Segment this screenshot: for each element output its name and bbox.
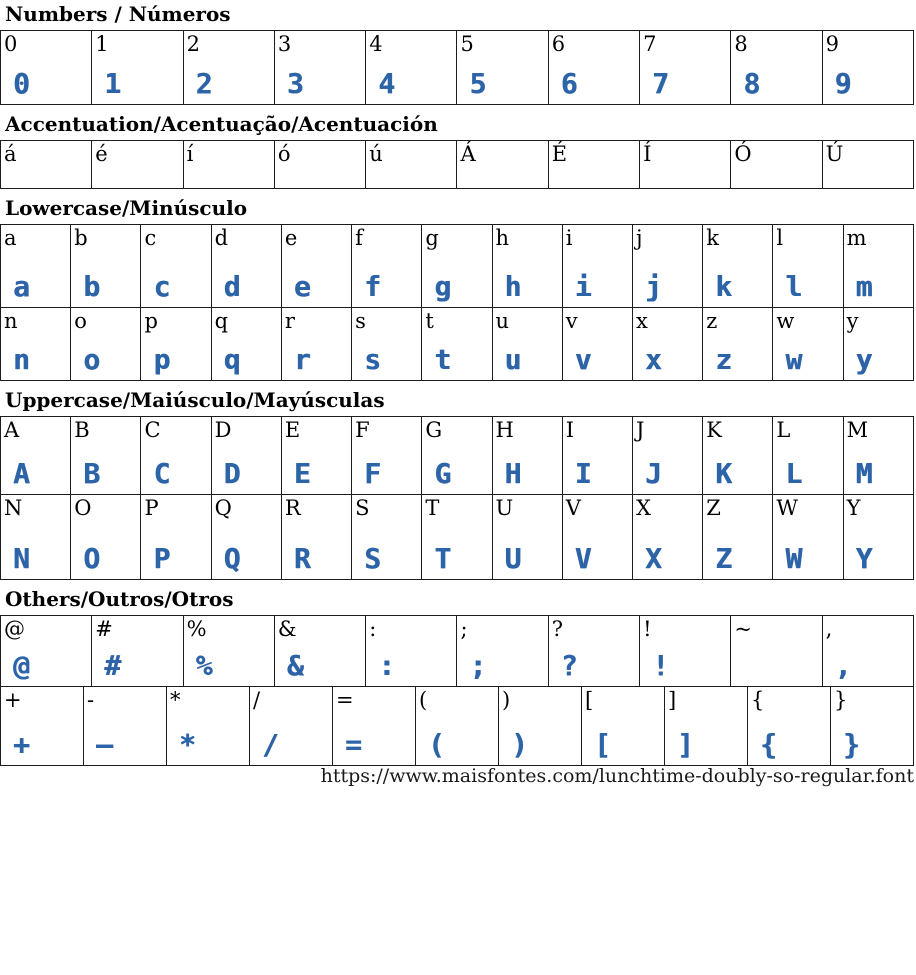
char-cell [1,495,71,580]
char-cell [665,687,748,766]
char-label: q [214,309,229,333]
char-cell [457,141,548,189]
char-cell [632,417,702,495]
char-cell [492,495,562,580]
char-glyph: H [504,457,523,490]
char-glyph: 2 [195,67,214,100]
char-cell [632,308,702,381]
char-cell [141,417,211,495]
char-label: 0 [4,32,18,56]
char-label: Z [706,496,721,520]
char-glyph: d [223,270,242,303]
char-label: w [776,309,795,333]
table-row [1,417,914,495]
char-cell [843,417,913,495]
char-glyph: ( [428,728,446,761]
char-glyph: ? [560,649,579,682]
char-glyph: a [13,270,31,303]
char-cell [831,687,914,766]
char-glyph: A [13,457,31,490]
char-glyph: M [855,457,874,490]
char-label: S [355,496,370,520]
char-glyph: k [715,270,734,303]
char-cell [822,141,913,189]
char-label: U [495,496,514,520]
lowercase-table-row-1 [0,307,914,381]
char-glyph: l [785,270,804,303]
char-cell [281,495,351,580]
char-label: h [495,226,510,250]
char-cell [422,225,492,308]
char-glyph: [ [594,728,612,761]
char-glyph: J [644,457,663,490]
char-glyph: , [834,649,853,682]
char-label: 9 [825,32,840,56]
char-label: é [95,142,108,166]
char-label: V [565,496,581,520]
char-cell [92,31,183,105]
char-glyph: 1 [104,67,123,100]
char-cell [422,417,492,495]
char-glyph: T [434,542,453,575]
char-glyph: S [364,542,382,575]
char-cell [632,495,702,580]
char-glyph: B [83,457,102,490]
char-label: + [4,688,22,712]
char-glyph: = [345,728,363,761]
char-label: & [277,617,297,641]
char-glyph: K [715,457,734,490]
char-label: e [284,226,298,250]
font-source-url: https://www.maisfontes.com/lunchtime-doubly-so-regular.font [320,765,914,787]
char-glyph: * [179,728,197,761]
char-glyph: ; [469,649,488,682]
specimen-sections [0,3,916,766]
char-cell [822,31,913,105]
table-row [1,308,914,381]
char-cell [640,616,731,687]
char-cell [84,687,167,766]
char-label: c [144,226,157,250]
char-label: 7 [643,32,657,56]
char-cell [141,225,211,308]
others-table-row-1 [0,686,914,766]
char-cell [632,225,702,308]
char-cell [352,495,422,580]
char-glyph: m [855,270,874,303]
char-cell [211,308,281,381]
accents-table-row-0 [0,140,914,189]
char-cell [211,495,281,580]
char-glyph: ) [511,728,529,761]
char-label: ú [369,142,383,166]
char-cell [141,308,211,381]
char-label: 3 [277,32,292,56]
char-cell [141,495,211,580]
char-glyph: e [293,270,312,303]
char-cell [211,225,281,308]
char-label: 5 [460,32,474,56]
char-cell [562,225,632,308]
char-label: Ó [734,142,752,166]
char-glyph: p [153,343,172,376]
char-cell [281,225,351,308]
uppercase-table-row-1 [0,494,914,580]
char-label: d [214,226,229,250]
char-glyph: & [286,649,305,682]
char-label: ó [277,142,291,166]
char-glyph: ] [677,728,695,761]
char-glyph: 7 [652,67,670,100]
char-cell [366,616,457,687]
char-cell [183,141,274,189]
char-glyph: Y [855,542,874,575]
char-glyph: L [785,457,804,490]
char-label: f [355,226,363,250]
char-cell [352,225,422,308]
char-cell [703,495,773,580]
char-glyph: G [434,457,453,490]
char-glyph: O [83,542,102,575]
char-label: * [170,688,181,712]
char-label: : [369,617,377,641]
char-cell [366,31,457,105]
char-cell [731,31,822,105]
char-label: % [186,617,207,641]
char-label: G [425,418,443,442]
char-glyph: ! [652,649,670,682]
char-glyph: g [434,270,453,303]
char-label: R [284,496,301,520]
char-cell [274,616,365,687]
char-glyph: s [364,343,382,376]
char-label: ! [643,617,652,641]
char-cell [416,687,499,766]
char-label: K [706,418,722,442]
char-cell [822,616,913,687]
char-label: u [495,309,510,333]
char-glyph: x [644,343,663,376]
char-glyph: 5 [469,67,488,100]
char-cell [499,687,582,766]
char-label: Á [460,142,476,166]
char-cell [457,31,548,105]
char-label: A [4,418,20,442]
table-row [1,141,914,189]
char-label: a [4,226,17,250]
char-cell [422,495,492,580]
char-cell [352,308,422,381]
char-cell [1,308,71,381]
char-label: 4 [369,32,383,56]
char-glyph: I [574,457,593,490]
char-glyph: C [153,457,172,490]
char-label: o [74,309,87,333]
char-label: X [635,496,651,520]
char-label: E [284,418,301,442]
char-cell [843,308,913,381]
char-cell [748,687,831,766]
char-cell [843,495,913,580]
char-label: F [355,418,370,442]
char-cell [703,225,773,308]
char-cell [731,616,822,687]
char-glyph: Z [715,542,734,575]
char-glyph: @ [13,649,31,682]
char-glyph: + [13,728,31,761]
char-cell [71,417,141,495]
char-label: á [4,142,17,166]
section-heading-lowercase: Lowercase/Minúsculo [5,196,248,220]
char-label: M [846,418,869,442]
char-glyph: 6 [560,67,579,100]
char-cell [773,225,843,308]
char-glyph: h [504,270,523,303]
char-glyph: 9 [834,67,853,100]
char-label: k [706,226,719,250]
char-cell [92,616,183,687]
char-label: x [635,309,648,333]
char-label: ( [419,688,428,712]
char-cell [640,141,731,189]
char-label: b [74,226,88,250]
char-label: [ [585,688,594,712]
char-label: i [565,226,573,250]
char-label: J [635,418,645,442]
char-cell [562,495,632,580]
char-glyph: 4 [378,67,397,100]
char-glyph: D [223,457,242,490]
char-label: 2 [186,32,200,56]
numbers-table-row-0 [0,30,914,105]
char-label: s [355,309,366,333]
char-cell [167,687,250,766]
char-glyph: c [153,270,172,303]
char-glyph: 8 [743,67,762,100]
char-glyph: q [223,343,242,376]
char-cell [281,308,351,381]
char-cell [71,495,141,580]
char-glyph: : [378,649,397,682]
char-label: t [425,309,434,333]
char-cell [1,141,92,189]
char-glyph: R [293,542,312,575]
char-cell [773,417,843,495]
char-cell [1,31,92,105]
char-glyph: U [504,542,523,575]
char-glyph: } [843,728,861,761]
char-label: É [551,142,568,166]
char-label: Í [643,142,652,166]
char-glyph: t [434,343,453,376]
char-label: D [214,418,232,442]
char-label: 6 [551,32,566,56]
char-label: ? [551,617,564,641]
char-cell [548,616,639,687]
char-cell [562,308,632,381]
char-label: O [74,496,92,520]
char-label: } [834,688,848,712]
char-glyph: F [364,457,382,490]
char-label: g [425,226,439,250]
char-cell [1,687,84,766]
char-glyph: 0 [13,67,31,100]
char-cell [492,417,562,495]
table-row [1,495,914,580]
char-glyph: V [574,542,593,575]
table-row [1,687,914,766]
char-glyph: P [153,542,172,575]
char-cell [183,31,274,105]
char-label: m [846,226,867,250]
char-cell [366,141,457,189]
char-glyph: b [83,270,102,303]
char-label: 8 [734,32,748,56]
char-label: # [95,617,113,641]
char-glyph: # [104,649,123,682]
char-glyph: X [644,542,663,575]
char-label: ] [668,688,677,712]
char-label: l [776,226,784,250]
char-label: N [4,496,23,520]
char-glyph: n [13,343,31,376]
char-glyph: o [83,343,102,376]
char-glyph: W [785,542,804,575]
char-cell [492,225,562,308]
char-label: P [144,496,159,520]
char-cell [1,225,71,308]
lowercase-table-row-0 [0,224,914,308]
section-heading-uppercase: Uppercase/Maiúsculo/Mayúsculas [5,388,385,412]
char-label: T [425,496,440,520]
char-glyph: r [293,343,312,376]
char-cell [211,417,281,495]
char-cell [703,308,773,381]
char-label: C [144,418,161,442]
char-cell [548,31,639,105]
char-label: y [846,309,859,333]
char-label: { [751,688,765,712]
char-glyph: j [644,270,663,303]
char-cell [731,141,822,189]
char-cell [457,616,548,687]
char-cell [250,687,333,766]
char-label: I [565,418,575,442]
char-glyph: { [760,728,778,761]
char-label: = [336,688,354,712]
char-label: Q [214,496,232,520]
table-row [1,225,914,308]
char-cell [274,31,365,105]
char-label: Ú [825,142,844,166]
char-label: ~ [734,617,752,641]
char-label: , [825,617,833,641]
section-heading-accents: Accentuation/Acentuação/Acentuación [5,112,438,136]
char-label: j [635,226,643,250]
char-glyph: w [785,343,804,376]
char-label: H [495,418,514,442]
char-cell [1,616,92,687]
char-cell [71,308,141,381]
char-label: n [4,309,18,333]
char-glyph: E [293,457,312,490]
uppercase-table-row-0 [0,416,914,495]
table-row [1,616,914,687]
char-cell [1,417,71,495]
char-cell [183,616,274,687]
char-label: p [144,309,158,333]
char-glyph: — [96,728,114,761]
char-label: @ [4,617,25,641]
char-glyph: Q [223,542,242,575]
char-label: - [87,688,95,712]
char-cell [703,417,773,495]
char-glyph: 3 [286,67,305,100]
char-cell [843,225,913,308]
char-glyph: / [262,728,280,761]
char-cell [281,417,351,495]
table-row [1,31,914,105]
section-heading-others: Others/Outros/Otros [5,587,234,611]
char-cell [773,495,843,580]
char-label: r [284,309,295,333]
char-glyph: z [715,343,734,376]
char-cell [582,687,665,766]
char-cell [333,687,416,766]
char-glyph: y [855,343,874,376]
others-table-row-0 [0,615,914,687]
char-label: 1 [95,32,109,56]
char-label: z [706,309,718,333]
char-label: ) [502,688,511,712]
char-cell [422,308,492,381]
char-cell [71,225,141,308]
char-cell [352,417,422,495]
section-heading-numbers: Numbers / Números [5,2,231,26]
char-label: Y [846,496,861,520]
char-cell [562,417,632,495]
char-glyph: N [13,542,31,575]
char-label: L [776,418,791,442]
char-label: ; [460,617,468,641]
char-cell [274,141,365,189]
char-glyph: f [364,270,382,303]
char-cell [492,308,562,381]
char-label: W [776,496,798,520]
char-cell [640,31,731,105]
char-label: í [186,142,194,166]
char-glyph: % [195,649,214,682]
char-glyph: v [574,343,593,376]
char-label: B [74,418,90,442]
char-cell [773,308,843,381]
char-label: v [565,309,578,333]
char-glyph: u [504,343,523,376]
char-cell [548,141,639,189]
char-glyph: i [574,270,593,303]
char-cell [92,141,183,189]
char-label: / [253,688,261,712]
